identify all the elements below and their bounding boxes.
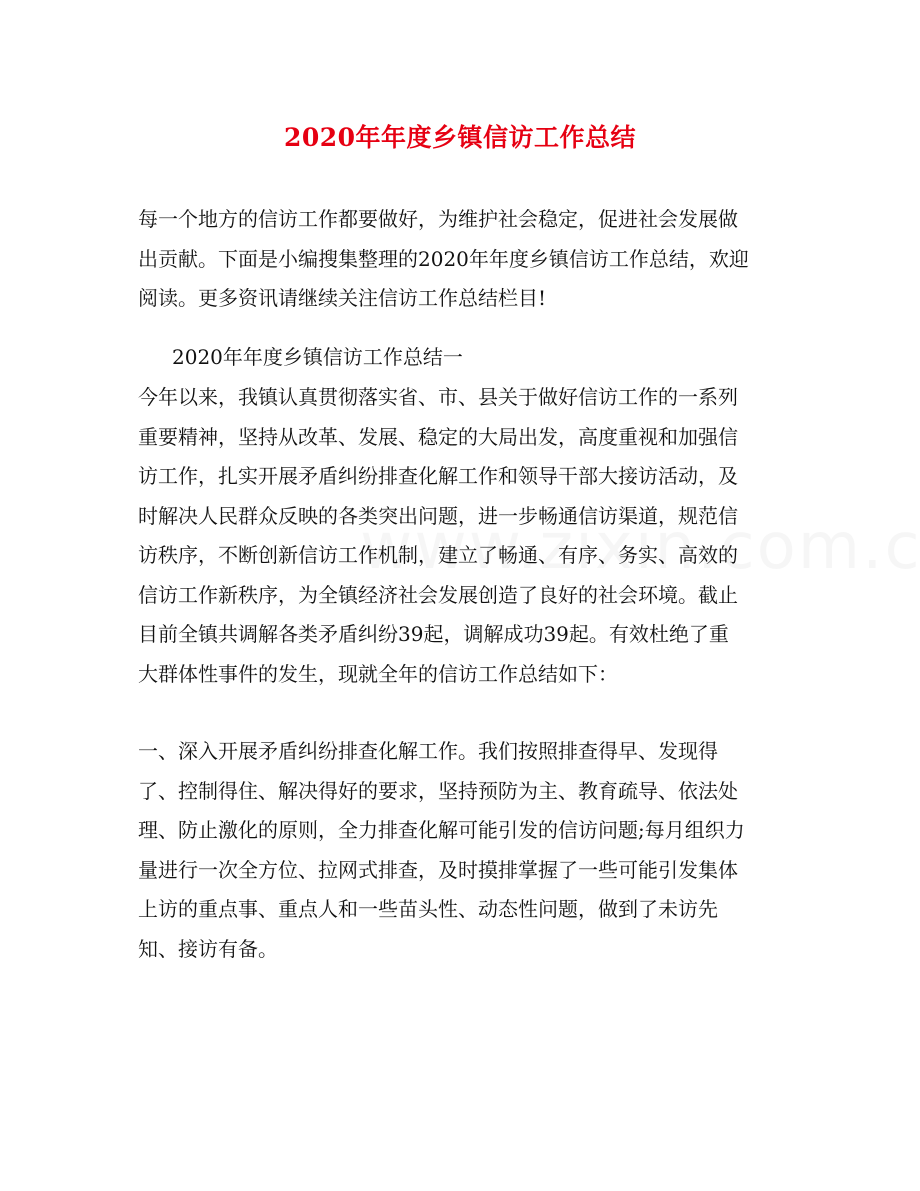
main-line: 大群体性事件的发生，现就全年的信访工作总结如下： xyxy=(138,661,618,686)
intro-line: 出贡献。下面是小编搜集整理的2020年年度乡镇信访工作总结，欢迎 xyxy=(138,246,749,271)
section-line: 一、深入开展矛盾纠纷排查化解工作。我们按照排查得早、发现得 xyxy=(138,739,718,763)
section-line: 理、防止激化的原则，全力排查化解可能引发的信访问题;每月组织力 xyxy=(138,818,745,842)
main-line: 重要精神，坚持从改革、发展、稳定的大局出发，高度重视和加强信 xyxy=(138,424,738,449)
section-line: 上访的重点事、重点人和一些苗头性、动态性问题，做到了未访先 xyxy=(138,897,718,921)
main-line: 访秩序，不断创新信访工作机制，建立了畅通、有序、务实、高效的 xyxy=(138,543,738,567)
section-one-paragraph xyxy=(138,732,788,969)
section-line: 知、接访有备。 xyxy=(138,936,278,961)
main-line: 目前全镇共调解各类矛盾纠纷39起，调解成功39起。有效杜绝了重 xyxy=(138,622,729,646)
section-line: 了、控制得住、解决得好的要求，坚持预防为主、教育疏导、依法处 xyxy=(138,778,738,803)
section-line: 量进行一次全方位、拉网式排查，及时摸排掌握了一些可能引发集体 xyxy=(138,857,738,882)
intro-line: 阅读。更多资讯请继续关注信访工作总结栏目! xyxy=(138,286,547,310)
intro-line: 每一个地方的信访工作都要做好，为维护社会稳定，促进社会发展做 xyxy=(138,207,738,231)
main-line: 时解决人民群众反映的各类突出问题，进一步畅通信访渠道，规范信 xyxy=(138,503,738,528)
section-subheading: 2020年年度乡镇信访工作总结一 xyxy=(172,345,463,369)
main-paragraph xyxy=(138,378,788,694)
page-title: 2020年年度乡镇信访工作总结 xyxy=(283,123,637,152)
main-line: 信访工作新秩序，为全镇经济社会发展创造了良好的社会环境。截止 xyxy=(138,582,738,607)
main-line: 访工作，扎实开展矛盾纠纷排查化解工作和领导干部大接访活动，及 xyxy=(138,464,738,488)
main-line: 今年以来，我镇认真贯彻落实省、市、县关于做好信访工作的一系列 xyxy=(138,385,738,409)
intro-paragraph xyxy=(138,200,788,319)
